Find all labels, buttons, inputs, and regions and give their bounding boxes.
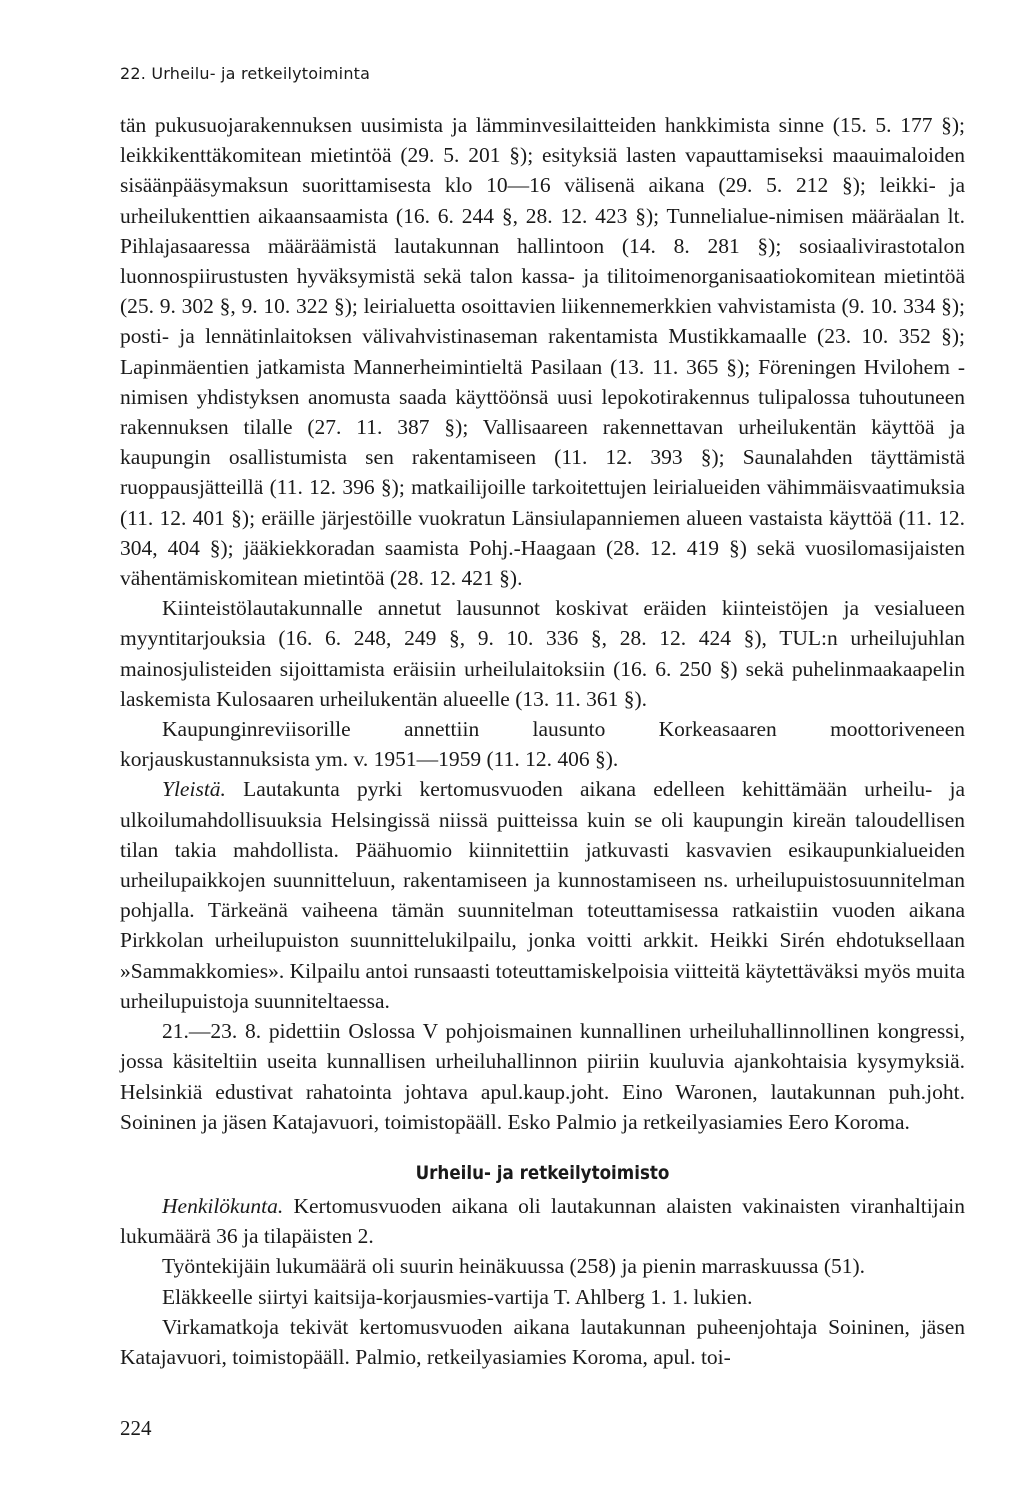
paragraph-kiinteistolautakunta: Kiinteistölautakunnalle annetut lausunnot koskivat eräiden kiinteistöjen ja vesialueen myyntitarjouksia (16. 6. 248, 249 §, 9. 10. 336 §, 28. 12. 424 §), TUL:n urheilujuhlan mainosjulisteiden sijoittamista eräisiin urheilulaitoksiin (16. 6. 250 §) sekä puhelinmaakaapelin laskemista Kulosaaren urheilukentän alueelle (13. 11. 361 §). bbox=[120, 596, 965, 711]
paragraph-henkilokunta bbox=[120, 1191, 965, 1251]
paragraph-lausunnot-continued: tän pukusuojarakennuksen uusimista ja lämminvesilaitteiden hankkimista sinne (15. 5. 177 §); leikkikenttäkomitean mietintöä (29. 5. 201 §); esityksiä lasten vapauttamiseksi maauimaloiden sisäänpääsymaksun suorittamisesta klo 10—16 välisenä aikana (29. 5. 212 §); leikki- ja urheilukenttien aikaansaamista (16. 6. 244 §, 28. 12. 423 §); Tunnelialue-nimisen määräalan lt. Pihlajasaaressa määräämistä lautakunnan hallintoon (14. 8. 281 §); sosiaalivirastotalon luonnospiirustusten hyväksymistä sekä talon kassa- ja tilitoimenorganisaatiokomitean mietintöä (25. 9. 302 §, 9. 10. 322 §); leirialuetta osoittavien liikennemerkkien vahvistamista (9. 10. 334 §); posti- ja lennätinlaitoksen välivahvistinaseman rakentamista Mustikkamaalle (23. 10. 352 §); Lapinmäentien jatkamista Mannerheimintieltä Pasilaan (13. 11. 365 §); Föreningen Hvilohem -nimisen yhdistyksen anomusta saada käyttöönsä uusi lepokotirakennus tulipalossa tuhoutuneen rakennuksen tilalle (27. 11. 387 §); Vallisaareen rakennettavan urheilukentän käyttöä ja kaupungin osallistumista sen rakentamiseen (11. 12. 393 §); Saunalahden täyttämistä ruoppausjätteillä (11. 12. 396 §); matkailijoille tarkoitettujen leirialueiden vähimmäisvaatimuksia (11. 12. 401 §); eräille järjestöille vuokratun Länsiulapanniemen alueen vastaista käyttöä (11. 12. 304, 404 §); jääkiekkoradan saamista Pohj.-Haagaan (28. 12. 419 §) sekä vuosilomasijaisten vähentämiskomitean mietintöä (28. 12. 421 §). bbox=[120, 113, 965, 591]
body-text bbox=[120, 110, 965, 1372]
run-in-heading-henkilokunta: Henkilökunta. bbox=[162, 1193, 284, 1218]
run-in-heading-yleista: Yleistä. bbox=[162, 777, 226, 802]
paragraph-yleista-text: Lautakunta pyrki kertomusvuoden aikana edelleen kehittämään urheilu- ja ulkoilumahdollisuuksia Helsingissä niissä puitteissa kuin se oli kaupungin kireän taloudellisen tilan takia mahdollista. Päähuomio kiinnitettiin jatkuvasti kasvavien esikaupunkialueiden urheilupaikkojen suunnitteluun, rakentamiseen ja kunnostamiseen ns. urheilupuistosuunnitelman pohjalla. Tärkeänä vaiheena tämän suunnitelman toteuttamisessa ratkaistiin vuoden aikana Pirkkolan urheilupuiston suunnittelukilpailu, jonka voitti arkkit. Heikki Sirén ehdotuksellaan »Sammakkomies». Kilpailu antoi runsaasti toteuttamiskelpoisia viitteitä käytettäväksi myös muita urheilupuistoja suunniteltaessa. bbox=[120, 777, 966, 1013]
paragraph-kongressi: 21.—23. 8. pidettiin Oslossa V pohjoismainen kunnallinen urheiluhallinnollinen kongressi, jossa käsiteltiin useita kunnallisen urheiluhallinnon piiriin kuuluvia ajankohtaisia kysymyksiä. Helsinkiä edustivat rahatointa johtava apul.kaup.joht. Eino Waronen, lautakunnan puh.joht. Soininen ja jäsen Katajavuori, toimistopääll. Esko Palmio ja retkeilyasiamies Eero Koroma. bbox=[120, 1019, 965, 1134]
paragraph-elakkeelle: Eläkkeelle siirtyi kaitsija-korjausmies-vartija T. Ahlberg 1. 1. lukien. bbox=[162, 1284, 753, 1309]
page-number: 224 bbox=[120, 1416, 152, 1440]
paragraph-tyontekijat: Työntekijäin lukumäärä oli suurin heinäkuussa (258) ja pienin marraskuussa (51). bbox=[162, 1254, 866, 1279]
section-heading: Urheilu- ja retkeilytoimisto bbox=[415, 1161, 670, 1184]
paragraph-kaupunginreviisori: Kaupunginreviisorille annettiin lausunto Korkeasaaren moottoriveneen korjauskustannuksista ym. v. 1951—1959 (11. 12. 406 §). bbox=[120, 717, 965, 772]
running-head: 22. Urheilu- ja retkeilytoiminta bbox=[120, 64, 371, 83]
paragraph-virkamatkat: Virkamatkoja tekivät kertomusvuoden aikana lautakunnan puheenjohtaja Soininen, jäsen Katajavuori, toimistopääll. Palmio, retkeilyasiamies Koroma, apul. toi- bbox=[120, 1314, 965, 1369]
paragraph-yleista bbox=[120, 774, 965, 1016]
paragraph-henkilokunta-text: Kertomusvuoden aikana oli lautakunnan alaisten vakinaisten viranhaltijain lukumäärä 36 ja tilapäisten 2. bbox=[120, 1193, 965, 1249]
